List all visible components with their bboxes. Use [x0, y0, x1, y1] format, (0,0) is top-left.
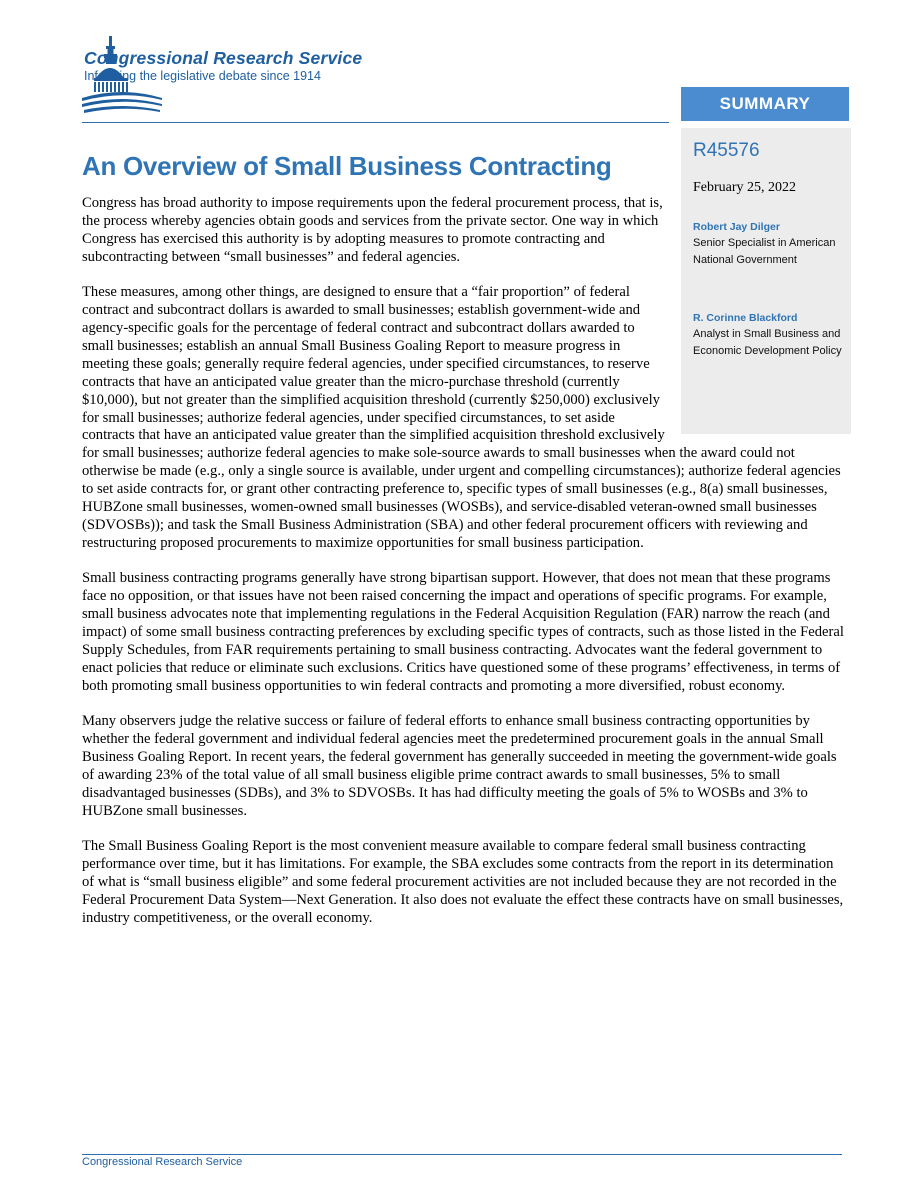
summary-label: SUMMARY	[681, 87, 849, 121]
header-divider	[82, 122, 669, 123]
author-name: Robert Jay Dilger	[693, 221, 780, 233]
footer-divider	[82, 1154, 842, 1155]
summary-body	[82, 195, 844, 946]
page-title: An Overview of Small Business Contracting	[82, 151, 612, 181]
body-paragraph: Small business contracting programs generally have strong bipartisan support. However, that does not mean that these programs face no opposition, or that issues have not been raised concerning the impact and operations of specific programs. For example, small business advocates note that implementing regulations in the Federal Acquisition Regulation (FAR) narrow the reach (and impact) of some small business contracting preferences by excluding specific types of contracts, such as those listed in the Federal Supply Schedules, from FAR requirements pertaining to small business contracting. Advocates want the federal government to enact policies that reduce or eliminate such exclusions. Critics have questioned some of these programs’ effectiveness, in terms of both promoting small business opportunities to win federal contracts and promoting a more diversified, robust economy.	[82, 570, 844, 694]
body-paragraph: Many observers judge the relative success or failure of federal efforts to enhance small business contracting opportunities by whether the federal government and individual federal agencies meet the predetermined procurement goals in the annual Small Business Goaling Report. In recent years, the federal government has generally succeeded in meeting the government-wide goals of awarding 23% of the total value of all small business eligible prime contract awards to small businesses, 5% to small disadvantaged businesses (SDBs), and 3% to SDVOSBs. It has had difficulty meeting the goals of 5% to WOSBs and 3% to HUBZone small businesses.	[82, 713, 837, 819]
author-name: R. Corinne Blackford	[693, 312, 798, 324]
report-number: R45576	[693, 140, 760, 161]
body-paragraph: The Small Business Goaling Report is the most convenient measure available to compare federal small business contracting performance over time, but it has limitations. For example, the SBA excludes some contracts from the report in its determination of what is “small business eligible” and some federal procurement activities are not included because they are not recorded in the Federal Procurement Data System—Next Generation. It also does not evaluate the effect these contracts have on small businesses, industry competitiveness, or the overall economy.	[82, 838, 844, 926]
org-tagline: Informing the legislative debate since 1914	[84, 69, 321, 83]
org-name: Congressional Research Service	[84, 48, 363, 68]
author-role: Senior Specialist in American National Government	[693, 237, 836, 266]
sidebar-spacer	[668, 195, 844, 441]
body-paragraph: These measures, among other things, are designed to ensure that a “fair proportion” of federal contract and subcontract dollars is awarded to small businesses; establish government-wide and agency-specific goals for the percentage of federal contract and subcontract dollars awarded to small businesses; establish an annual Small Business Goaling Report to measure progress in meeting these goals; generally require federal agencies, under specified circumstances, to reserve contracts that have an anticipated value greater than the micro-purchase threshold (currently $10,000), but not greater than the simplified acquisition threshold (currently $250,000) exclusively for small businesses; authorize federal agencies, under specified circumstances, to set aside contracts that have an anticipated value greater than the simplified acquisition threshold exclusively for small businesses; authorize federal agencies to make sole-source awards to small businesses when the award could not otherwise be made (e.g., only a single source is available, under urgent and compelling circumstances); authorize federal agencies to set aside contracts for, or grant other contracting preference to, specific types of small businesses (e.g., 8(a) small businesses, HUBZone small businesses, women-owned small businesses (WOSBs), and service-disabled veteran-owned small businesses (SDVOSBs)); and task the Small Business Administration (SBA) and other federal procurement officers with reviewing and restructuring proposed procurements to maximize opportunities for small business participation.	[82, 284, 841, 551]
report-date: February 25, 2022	[693, 180, 797, 195]
author-role: Analyst in Small Business and Economic Development Policy	[693, 328, 842, 357]
body-paragraph: Congress has broad authority to impose requirements upon the federal procurement process, that is, the process whereby agencies obtain goods and services from the private sector. One way in which Congress has exercised this authority is by adopting measures to promote contracting and subcontracting between “small businesses” and federal agencies.	[82, 195, 663, 265]
footer-text: Congressional Research Service	[82, 1156, 243, 1168]
